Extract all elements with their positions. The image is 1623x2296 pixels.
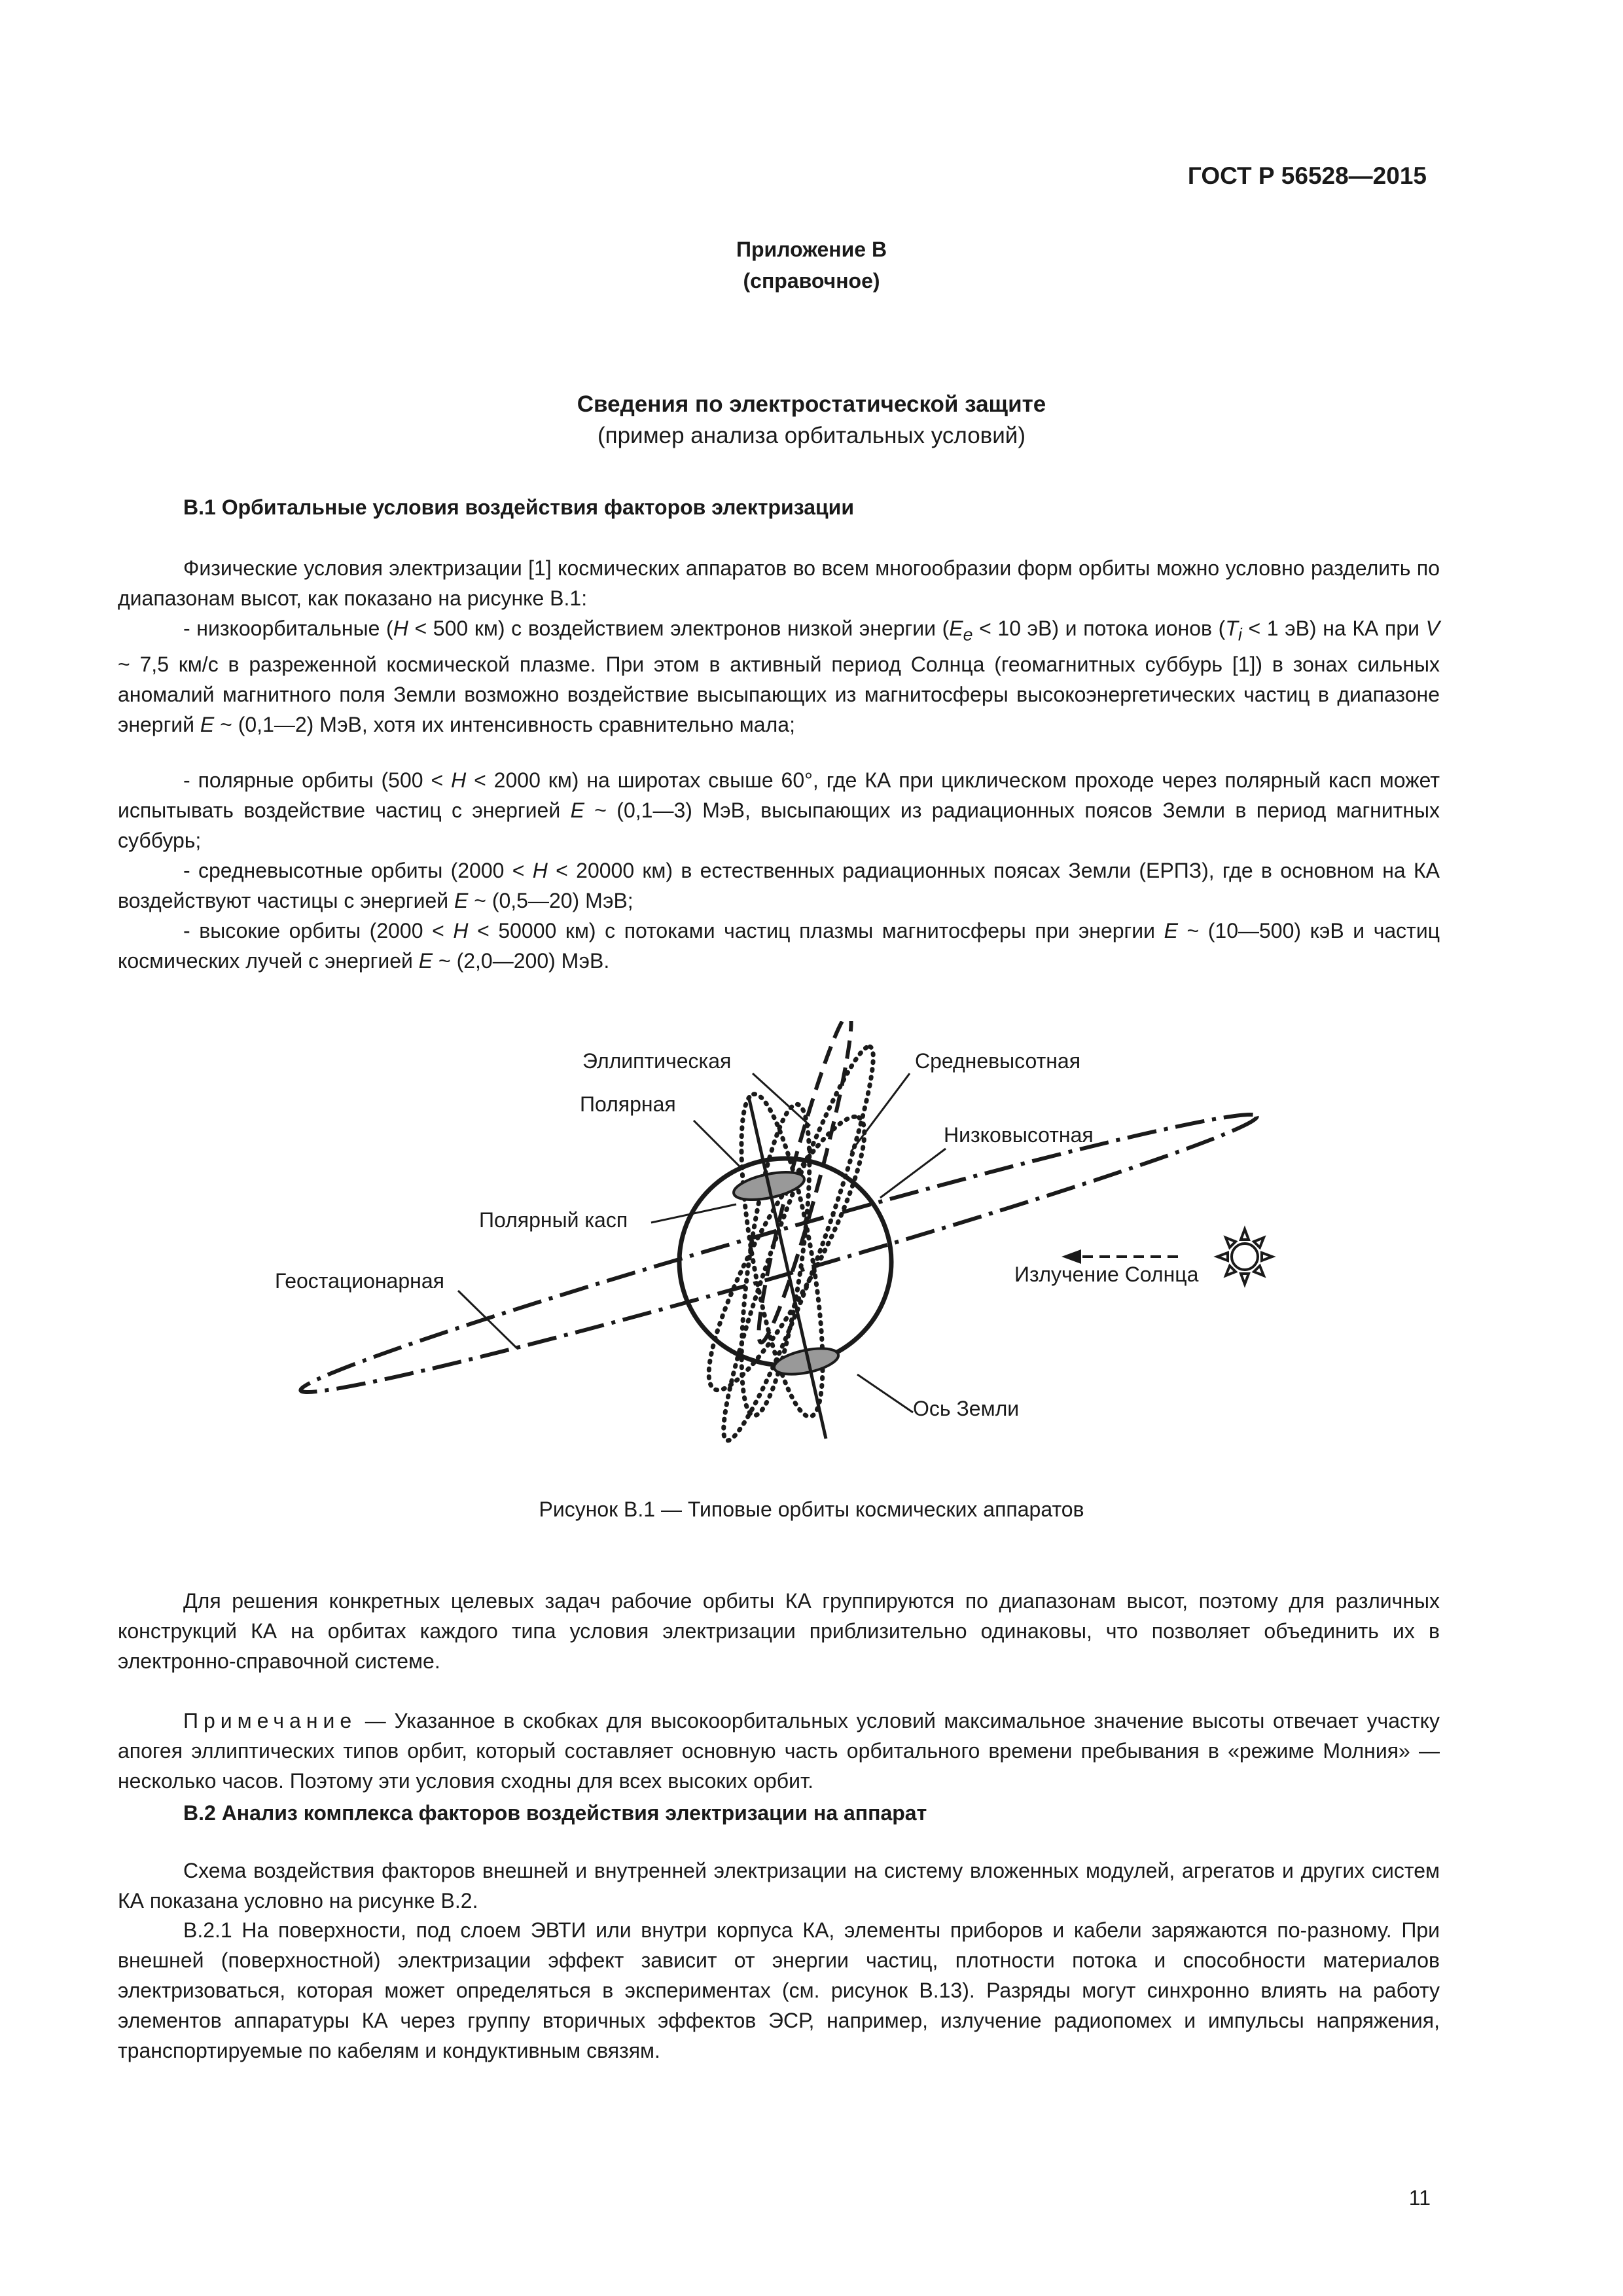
paragraph-after-figure: Для решения конкретных целевых задач рабочие орбиты КА группируются по диапазонам высот, поэтому для различных конструкций КА на орбитах каждого типа условия электризации приблизительно одинаковы, что позволяет объединить их в электронно-справочной системе.: [118, 1589, 1440, 1673]
label-low: Низковысотная: [944, 1123, 1094, 1147]
note-paragraph: Примечание — Указанное в скобках для высокоорбитальных условий максимальное значение высоты отвечает участку апогея эллиптических типов орбит, который составляет основную часть орбитального времени пребывания в «режиме Молния» — несколько часов. Поэтому эти условия сходны для всех высоких орбит.: [118, 1709, 1440, 1793]
label-polar-cusp: Полярный касп: [479, 1208, 628, 1232]
paragraph-intro: Физические условия электризации [1] космических аппаратов во всем многообразии форм орбиты можно условно разделить по диапазонам высот, как показано на рисунке В.1:: [118, 556, 1440, 610]
sun-icon: [1217, 1229, 1272, 1284]
paragraph-medium-orbit: - средневысотные орбиты (2000 < H < 20000 км) в естественных радиационных поясах Земли (ЕРПЗ), где в основном на КА воздействуют частицы с энергией E ~ (0,5—20) МэВ;: [118, 859, 1440, 912]
page-number: 11: [1408, 2186, 1431, 2210]
paragraph-polar-orbit: - полярные орбиты (500 < H < 2000 км) на широтах свыше 60°, где КА при циклическом проходе через полярный касп может испытывать воздействие частиц с энергией E ~ (0,1—3) МэВ, высыпающих из радиационных поясов Земли в период магнитных суббурь;: [118, 768, 1440, 852]
figure-caption: Рисунок В.1 — Типовые орбиты космических аппаратов: [539, 1498, 1084, 1521]
appendix-title: Приложение В: [736, 238, 887, 261]
label-elliptical: Эллиптическая: [582, 1049, 732, 1073]
standard-number: ГОСТ Р 56528—2015: [1187, 162, 1427, 189]
appendix-type: (справочное): [743, 269, 880, 293]
label-geostationary: Геостационарная: [275, 1269, 444, 1293]
page-subtitle: (пример анализа орбитальных условий): [597, 423, 1026, 448]
note-label: Примечание: [183, 1709, 357, 1732]
medium-orbit: [705, 1039, 892, 1448]
paragraph-b2-intro: Схема воздействия факторов внешней и внутренней электризации на систему вложенных модулей, агрегатов и других систем КА показана условно на рисунке В.2.: [118, 1859, 1440, 1912]
label-polar: Полярная: [580, 1092, 676, 1116]
section-heading-b1: В.1 Орбитальные условия воздействия факторов электризации: [183, 495, 855, 519]
label-solar: Излучение Солнца: [1014, 1263, 1199, 1286]
orbits-diagram: [249, 1021, 1309, 1479]
label-axis: Ось Земли: [913, 1397, 1020, 1420]
section-heading-b2: В.2 Анализ комплекса факторов воздействия электризации на аппарат: [183, 1801, 927, 1825]
paragraph-high-orbit: - высокие орбиты (2000 < H < 50000 км) с потоками частиц плазмы магнитосферы при энергии E ~ (10—500) кэВ и частиц космических лучей с энергией E ~ (2,0—200) МэВ.: [118, 919, 1440, 973]
label-medium: Средневысотная: [915, 1049, 1081, 1073]
paragraph-low-orbit: - низкоорбитальные (H < 500 км) с воздействием электронов низкой энергии ($E_e < 10$ эВ) и потока ионов ($T_i < 1$ эВ) на КА при V ~ 7,5 км/с в разреженной космической плазме. При этом в активный период Солнца (геомагнитных суббурь [1]) в зонах сильных аномалий магнитного поля Земли возможно воздействие высыпающих из магнитосферы высокоэнергетических частиц в диапазоне энергий E ~ (0,1—2) МэВ, хотя их интенсивность сравнительно мала;: [118, 617, 1440, 737]
page-title: Сведения по электростатической защите: [577, 391, 1046, 417]
paragraph-b2-1: В.2.1 На поверхности, под слоем ЭВТИ или внутри корпуса КА, элементы приборов и кабели заряжаются по-разному. При внешней (поверхностной) электризации эффект зависит от энергии частиц, плотности потока и способности материалов электризоваться, которая может определяться в экспериментах (см. рисунок В.13). Разряды могут синхронно влиять на работу элементов аппаратуры КА через группу вторичных эффектов ЭСР, например, излучение радиопомех и импульсы напряжения, транспортируемые по кабелям и кондуктивным связям.: [118, 1918, 1440, 2062]
appendix-heading: [0, 234, 1623, 296]
